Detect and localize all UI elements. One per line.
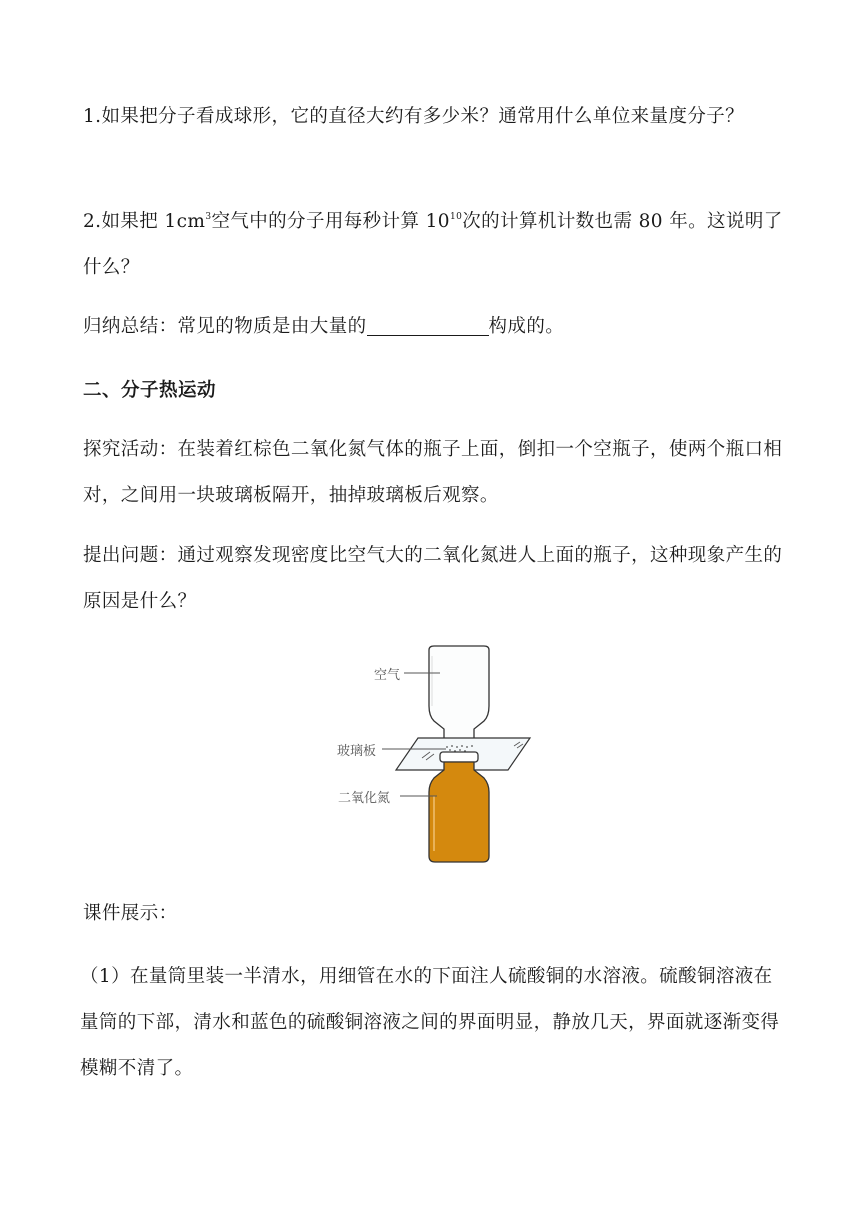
question-1 (83, 94, 783, 140)
question-2-text-c: 次的计算机计数也需 80 年。这说明了什么？ (83, 211, 783, 278)
explore-activity: 探究活动：在装着红棕色二氧化氮气体的瓶子上面，倒扣一个空瓶子，使两个瓶口相对，之间用一块玻璃板隔开，抽掉玻璃板后观察。 (83, 439, 783, 506)
summary-line (83, 304, 783, 350)
question-2-text-b: 空气中的分子用每秒计算 10 (211, 211, 450, 232)
section-heading: 二、分子热运动 (83, 380, 217, 401)
label-air: 空气 (374, 668, 401, 683)
question-2-superscript-exponent: 10 (449, 212, 463, 222)
summary-text-after: 构成的。 (488, 316, 565, 337)
question-2-superscript-cube: 3 (205, 212, 212, 222)
courseware-item-1: （1）在量筒里装一半清水，用细管在水的下面注人硫酸铜的水溶液。硫酸铜溶液在量筒的下部，清水和蓝色的硫酸铜溶液之间的界面明显，静放几天，界面就逐渐变得模糊不清了。 (80, 966, 780, 1079)
label-nitrogen-dioxide: 二氧化氮 (338, 791, 391, 806)
summary-text-before: 归纳总结：常见的物质是由大量的 (83, 316, 367, 337)
label-glass-plate: 玻璃板 (337, 744, 377, 759)
fill-in-blank[interactable] (367, 313, 489, 336)
gas-diffusion-diagram (334, 636, 534, 876)
question-1-text: 1.如果把分子看成球形，它的直径大约有多少米？通常用什么单位来量度分子？ (83, 106, 745, 127)
raise-question: 提出问题：通过观察发现密度比空气大的二氧化氮进人上面的瓶子，这种现象产生的原因是什么？ (83, 545, 783, 612)
air-bottle (429, 646, 489, 742)
question-2 (83, 199, 783, 291)
question-2-text-a: 2.如果把 1cm (83, 211, 206, 232)
courseware-title: 课件展示： (83, 903, 178, 924)
